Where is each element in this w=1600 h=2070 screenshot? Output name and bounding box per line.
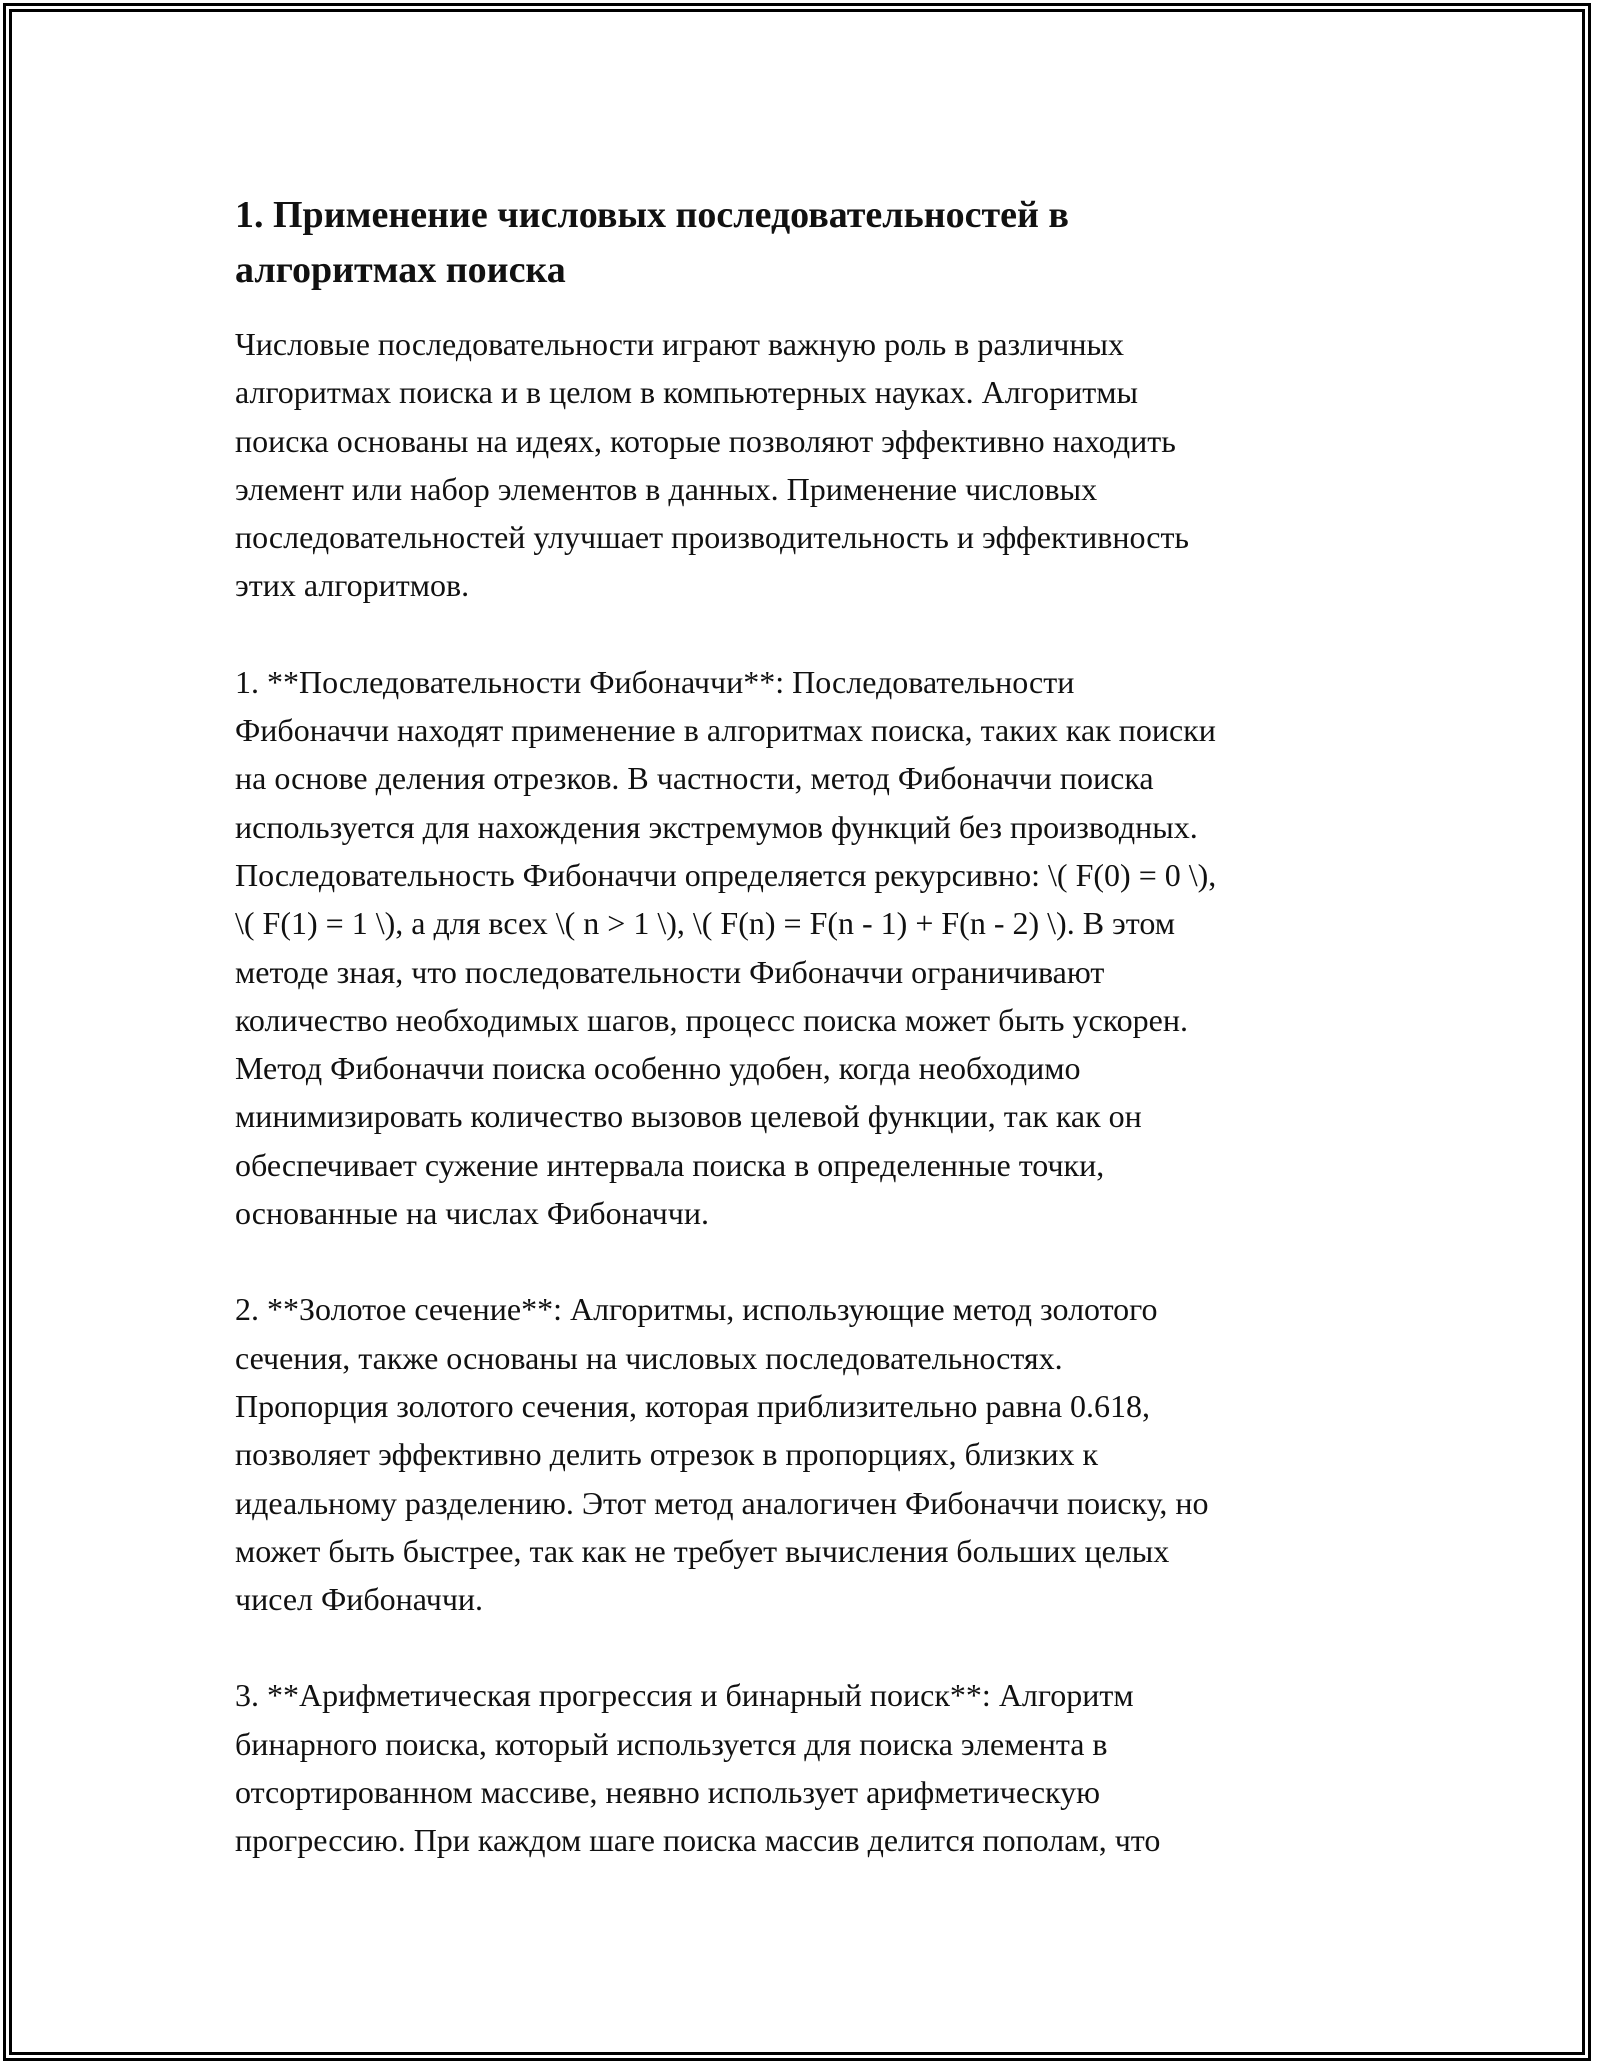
intro-paragraph: Числовые последовательности играют важную роль в различных алгоритмах поиска и в целом в компьютерных науках. Алгоритмы поиска основаны на идеях, которые позволяют эффективно находить элемент или набор элементов в данных. Применение числовых последовательностей улучшает производительность и эффективность этих алгоритмов.	[235, 326, 1190, 604]
fibonacci-paragraph: 1. **Последовательности Фибоначчи**: Последовательности Фибоначчи находят применение в алгоритмах поиска, таких как поиски на основе деления отрезков. В частности, метод Фибоначчи поиска используется для нахождения экстремумов функций без производных. Последовательность Фибоначчи определяется рекурсивно: \( F(0) = 0 \), \( F(1) = 1 \), а для всех \( n > 1 \), \( F(n) = F(n - 1) + F(n - 2) \). В этом методе зная, что последовательности Фибоначчи ограничивают количество необходимых шагов, процесс поиска может быть ускорен. Метод Фибоначчи поиска особенно удобен, когда необходимо минимизировать количество вызовов целевой функции, так как он обеспечивает сужение интервала поиска в определенные точки, основанные на числах Фибоначчи.	[235, 663, 1217, 1232]
golden-section-paragraph: 2. **Золотое сечение**: Алгоритмы, использующие метод золотого сечения, также основаны на числовых последовательностях. Пропорция золотого сечения, которая приблизительно равна 0.618, позволяет эффективно делить отрезок в пропорциях, близких к идеальному разделению. Этот метод аналогичен Фибоначчи поиску, но может быть быстрее, так как не требует вычисления больших целых чисел Фибоначчи.	[235, 1291, 1209, 1618]
section-title: 1. Применение числовых последовательностей в алгоритмах поиска	[235, 194, 1069, 291]
binary-search-paragraph: 3. **Арифметическая прогрессия и бинарный поиск**: Алгоритм бинарного поиска, который используется для поиска элемента в отсортированном массиве, неявно использует арифметическую прогрессию. При каждом шаге поиска массив делится пополам, что	[235, 1677, 1161, 1859]
document-page	[235, 188, 1375, 1865]
